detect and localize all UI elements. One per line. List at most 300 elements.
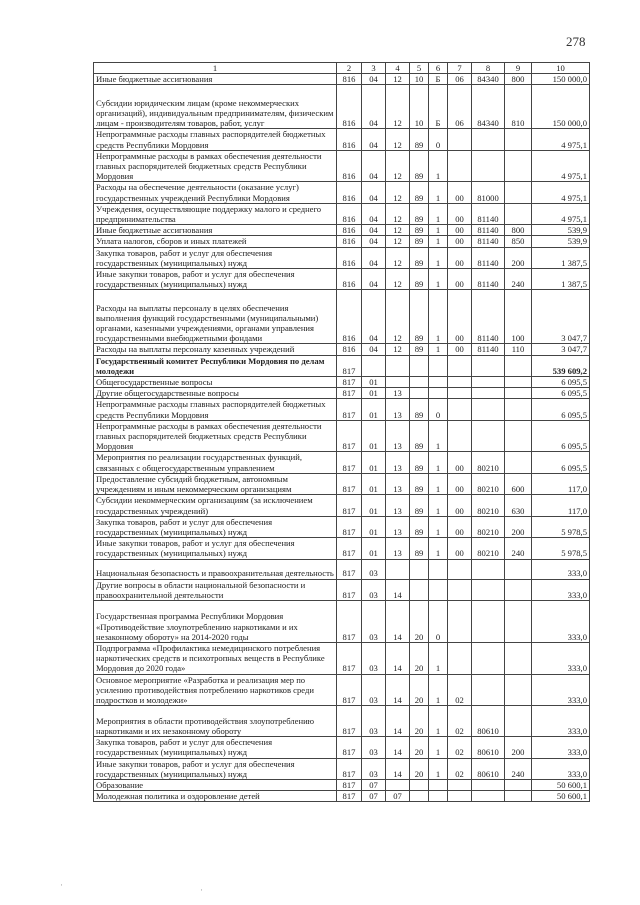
activity-code-cell: 02 [448, 758, 472, 779]
direction-code-cell [472, 779, 505, 790]
program-code-cell: 10 [410, 74, 429, 85]
subsection-code-cell: 13 [386, 388, 410, 399]
admin-code-cell: 816 [337, 344, 362, 355]
direction-code-cell: 81140 [472, 290, 505, 344]
expense-type-code-cell: 200 [505, 737, 532, 758]
header-cell: 7 [448, 63, 472, 74]
section-code-cell: 04 [362, 203, 386, 224]
row-name-cell: Иные бюджетные ассигнования [94, 74, 337, 85]
program-code-cell [410, 791, 429, 802]
expense-type-code-cell [505, 600, 532, 642]
section-code-cell: 04 [362, 269, 386, 290]
expense-type-code-cell [505, 420, 532, 452]
subsection-code-cell: 12 [386, 344, 410, 355]
subsection-code-cell: 12 [386, 203, 410, 224]
subsection-code-cell: 12 [386, 290, 410, 344]
subprogram-code-cell: 1 [429, 642, 448, 674]
amount-cell: 1 387,5 [532, 247, 590, 268]
direction-code-cell: 80210 [472, 452, 505, 473]
program-code-cell: 20 [410, 706, 429, 737]
table-row [94, 355, 590, 376]
row-name-cell: Основное мероприятие «Разработка и реализация мер по усилению противодействия потреблению наркотиков среди подростков и молодежи» [94, 674, 337, 706]
table-row [94, 452, 590, 473]
direction-code-cell [472, 355, 505, 376]
expense-type-code-cell [505, 559, 532, 579]
expense-type-code-cell: 110 [505, 344, 532, 355]
table-row [94, 516, 590, 537]
activity-code-cell: 02 [448, 737, 472, 758]
row-name-cell: Уплата налогов, сборов и иных платежей [94, 236, 337, 247]
amount-cell: 539,9 [532, 225, 590, 236]
section-code-cell: 01 [362, 473, 386, 494]
section-code-cell: 04 [362, 344, 386, 355]
admin-code-cell: 817 [337, 516, 362, 537]
direction-code-cell: 80210 [472, 516, 505, 537]
program-code-cell: 89 [410, 473, 429, 494]
expense-type-code-cell: 850 [505, 236, 532, 247]
section-code-cell: 01 [362, 399, 386, 420]
section-code-cell [362, 355, 386, 376]
row-name-cell: Другие вопросы в области национальной безопасности и правоохранительной деятельности [94, 579, 337, 600]
amount-cell: 6 095,5 [532, 452, 590, 473]
admin-code-cell: 817 [337, 791, 362, 802]
subprogram-code-cell: 1 [429, 344, 448, 355]
program-code-cell: 89 [410, 182, 429, 203]
table-row [94, 203, 590, 224]
table-row [94, 290, 590, 344]
amount-cell: 3 047,7 [532, 290, 590, 344]
scan-speck: · [200, 885, 203, 895]
program-code-cell: 89 [410, 420, 429, 452]
subprogram-code-cell: 1 [429, 538, 448, 559]
scan-speck: · [60, 880, 63, 890]
subprogram-code-cell: 1 [429, 706, 448, 737]
header-cell: 8 [472, 63, 505, 74]
row-name-cell: Образование [94, 779, 337, 790]
table-row [94, 225, 590, 236]
row-name-cell: Закупка товаров, работ и услуг для обеспечения государственных (муниципальных) нужд [94, 737, 337, 758]
direction-code-cell [472, 642, 505, 674]
direction-code-cell: 81140 [472, 225, 505, 236]
row-name-cell: Государственная программа Республики Мордовия «Противодействие злоупотреблению наркотиками и их незаконному обороту» на 2014-2020 годы [94, 600, 337, 642]
amount-cell: 150 000,0 [532, 74, 590, 85]
subprogram-code-cell: Б [429, 74, 448, 85]
program-code-cell: 89 [410, 538, 429, 559]
subsection-code-cell: 12 [386, 269, 410, 290]
subprogram-code-cell: 1 [429, 495, 448, 516]
activity-code-cell [448, 642, 472, 674]
row-name-cell: Иные бюджетные ассигнования [94, 225, 337, 236]
section-code-cell: 03 [362, 674, 386, 706]
activity-code-cell: 00 [448, 236, 472, 247]
program-code-cell: 89 [410, 495, 429, 516]
activity-code-cell: 00 [448, 269, 472, 290]
subprogram-code-cell: 1 [429, 758, 448, 779]
subsection-code-cell: 12 [386, 225, 410, 236]
direction-code-cell [472, 129, 505, 150]
admin-code-cell: 816 [337, 150, 362, 182]
amount-cell: 4 975,1 [532, 182, 590, 203]
section-code-cell: 01 [362, 495, 386, 516]
direction-code-cell: 84340 [472, 85, 505, 129]
subprogram-code-cell: 1 [429, 737, 448, 758]
subsection-code-cell: 07 [386, 791, 410, 802]
activity-code-cell: 06 [448, 85, 472, 129]
section-code-cell: 07 [362, 791, 386, 802]
section-code-cell: 01 [362, 452, 386, 473]
subsection-code-cell: 13 [386, 495, 410, 516]
row-name-cell: Национальная безопасность и правоохранительная деятельность [94, 559, 337, 579]
admin-code-cell: 817 [337, 706, 362, 737]
table-row [94, 129, 590, 150]
amount-cell: 333,0 [532, 600, 590, 642]
activity-code-cell: 00 [448, 538, 472, 559]
subsection-code-cell: 14 [386, 579, 410, 600]
subsection-code-cell: 13 [386, 516, 410, 537]
expense-type-code-cell [505, 399, 532, 420]
section-code-cell: 04 [362, 247, 386, 268]
subprogram-code-cell: 0 [429, 600, 448, 642]
program-code-cell: 20 [410, 674, 429, 706]
subsection-code-cell [386, 559, 410, 579]
row-name-cell: Мероприятия по реализации государственных функций, связанных с общегосударственным управлением [94, 452, 337, 473]
activity-code-cell: 00 [448, 203, 472, 224]
direction-code-cell: 81000 [472, 182, 505, 203]
direction-code-cell: 80210 [472, 538, 505, 559]
subprogram-code-cell [429, 559, 448, 579]
table-row [94, 600, 590, 642]
expense-type-code-cell [505, 203, 532, 224]
section-code-cell: 03 [362, 559, 386, 579]
row-name-cell: Государственный комитет Республики Мордовия по делам молодежи [94, 355, 337, 376]
row-name-cell: Расходы на обеспечение деятельности (оказание услуг) государственных учреждений Республики Мордовия [94, 182, 337, 203]
table-row [94, 247, 590, 268]
table-header-row [94, 63, 590, 74]
subsection-code-cell [386, 355, 410, 376]
subsection-code-cell: 14 [386, 642, 410, 674]
program-code-cell: 89 [410, 516, 429, 537]
admin-code-cell: 817 [337, 758, 362, 779]
table-row [94, 674, 590, 706]
expense-type-code-cell [505, 150, 532, 182]
program-code-cell: 20 [410, 737, 429, 758]
amount-cell: 333,0 [532, 758, 590, 779]
subprogram-code-cell [429, 791, 448, 802]
admin-code-cell: 816 [337, 236, 362, 247]
subprogram-code-cell: 1 [429, 236, 448, 247]
direction-code-cell [472, 791, 505, 802]
expense-type-code-cell [505, 674, 532, 706]
amount-cell: 6 095,5 [532, 377, 590, 388]
amount-cell: 117,0 [532, 473, 590, 494]
admin-code-cell: 817 [337, 420, 362, 452]
direction-code-cell: 81140 [472, 344, 505, 355]
section-code-cell: 03 [362, 706, 386, 737]
direction-code-cell [472, 150, 505, 182]
direction-code-cell [472, 579, 505, 600]
direction-code-cell: 80210 [472, 495, 505, 516]
direction-code-cell [472, 388, 505, 399]
direction-code-cell [472, 559, 505, 579]
activity-code-cell [448, 150, 472, 182]
expense-type-code-cell [505, 182, 532, 203]
amount-cell: 4 975,1 [532, 150, 590, 182]
section-code-cell: 03 [362, 600, 386, 642]
activity-code-cell: 06 [448, 74, 472, 85]
subprogram-code-cell: 0 [429, 399, 448, 420]
direction-code-cell: 80610 [472, 737, 505, 758]
subsection-code-cell: 12 [386, 74, 410, 85]
section-code-cell: 04 [362, 225, 386, 236]
row-name-cell: Иные закупки товаров, работ и услуг для обеспечения государственных (муниципальных) нужд [94, 758, 337, 779]
activity-code-cell [448, 600, 472, 642]
amount-cell: 6 095,5 [532, 388, 590, 399]
activity-code-cell: 00 [448, 247, 472, 268]
section-code-cell: 01 [362, 388, 386, 399]
table-row [94, 706, 590, 737]
admin-code-cell: 817 [337, 538, 362, 559]
table-row [94, 779, 590, 790]
subsection-code-cell: 14 [386, 706, 410, 737]
header-cell: 5 [410, 63, 429, 74]
table-row [94, 791, 590, 802]
amount-cell: 539 609,2 [532, 355, 590, 376]
amount-cell: 539,9 [532, 236, 590, 247]
subprogram-code-cell [429, 388, 448, 399]
amount-cell: 5 978,5 [532, 538, 590, 559]
row-name-cell: Закупка товаров, работ и услуг для обеспечения государственных (муниципальных) нужд [94, 516, 337, 537]
activity-code-cell: 00 [448, 516, 472, 537]
admin-code-cell: 817 [337, 674, 362, 706]
expense-type-code-cell: 240 [505, 758, 532, 779]
activity-code-cell: 00 [448, 290, 472, 344]
table-row [94, 473, 590, 494]
table-row [94, 150, 590, 182]
section-code-cell: 01 [362, 538, 386, 559]
program-code-cell: 89 [410, 203, 429, 224]
table-row [94, 399, 590, 420]
table-row [94, 420, 590, 452]
direction-code-cell [472, 399, 505, 420]
header-cell: 3 [362, 63, 386, 74]
section-code-cell: 04 [362, 129, 386, 150]
table-row [94, 344, 590, 355]
admin-code-cell: 817 [337, 355, 362, 376]
admin-code-cell: 816 [337, 74, 362, 85]
table-row [94, 737, 590, 758]
table-row [94, 495, 590, 516]
subprogram-code-cell: 1 [429, 150, 448, 182]
section-code-cell: 07 [362, 779, 386, 790]
subprogram-code-cell: 1 [429, 182, 448, 203]
admin-code-cell: 816 [337, 247, 362, 268]
subsection-code-cell: 13 [386, 473, 410, 494]
subsection-code-cell [386, 779, 410, 790]
amount-cell: 333,0 [532, 706, 590, 737]
program-code-cell: 89 [410, 236, 429, 247]
subprogram-code-cell: 1 [429, 247, 448, 268]
row-name-cell: Закупка товаров, работ и услуг для обеспечения государственных (муниципальных) нужд [94, 247, 337, 268]
activity-code-cell [448, 355, 472, 376]
amount-cell: 150 000,0 [532, 85, 590, 129]
expense-type-code-cell [505, 642, 532, 674]
expense-type-code-cell: 600 [505, 473, 532, 494]
expense-type-code-cell [505, 129, 532, 150]
header-cell: 9 [505, 63, 532, 74]
row-name-cell: Непрограммные расходы главных распорядителей бюджетных средств Республики Мордовия [94, 399, 337, 420]
activity-code-cell [448, 420, 472, 452]
subsection-code-cell: 14 [386, 758, 410, 779]
program-code-cell: 20 [410, 642, 429, 674]
expense-type-code-cell: 810 [505, 85, 532, 129]
admin-code-cell: 816 [337, 203, 362, 224]
section-code-cell: 01 [362, 377, 386, 388]
subsection-code-cell: 12 [386, 85, 410, 129]
direction-code-cell: 81140 [472, 269, 505, 290]
row-name-cell: Предоставление субсидий бюджетным, автономным учреждениям и иным некоммерческим организациям [94, 473, 337, 494]
admin-code-cell: 817 [337, 452, 362, 473]
amount-cell: 3 047,7 [532, 344, 590, 355]
table-row [94, 85, 590, 129]
subsection-code-cell: 12 [386, 150, 410, 182]
amount-cell: 6 095,5 [532, 399, 590, 420]
program-code-cell [410, 388, 429, 399]
program-code-cell: 89 [410, 247, 429, 268]
admin-code-cell: 816 [337, 182, 362, 203]
subprogram-code-cell: 1 [429, 420, 448, 452]
expense-type-code-cell: 240 [505, 538, 532, 559]
subprogram-code-cell: 0 [429, 129, 448, 150]
subprogram-code-cell: 1 [429, 473, 448, 494]
subprogram-code-cell [429, 779, 448, 790]
subprogram-code-cell: 1 [429, 452, 448, 473]
admin-code-cell: 817 [337, 473, 362, 494]
subprogram-code-cell [429, 377, 448, 388]
subprogram-code-cell: Б [429, 85, 448, 129]
subsection-code-cell: 13 [386, 538, 410, 559]
program-code-cell: 89 [410, 399, 429, 420]
admin-code-cell: 817 [337, 388, 362, 399]
section-code-cell: 04 [362, 74, 386, 85]
budget-table [93, 62, 590, 802]
amount-cell: 333,0 [532, 579, 590, 600]
admin-code-cell: 817 [337, 600, 362, 642]
expense-type-code-cell [505, 779, 532, 790]
direction-code-cell [472, 420, 505, 452]
table-row [94, 559, 590, 579]
activity-code-cell [448, 129, 472, 150]
activity-code-cell: 00 [448, 225, 472, 236]
activity-code-cell: 00 [448, 452, 472, 473]
direction-code-cell [472, 600, 505, 642]
page-number: 278 [566, 34, 586, 49]
amount-cell: 4 975,1 [532, 203, 590, 224]
table-row [94, 269, 590, 290]
program-code-cell [410, 559, 429, 579]
row-name-cell: Иные закупки товаров, работ и услуг для обеспечения государственных (муниципальных) нужд [94, 269, 337, 290]
activity-code-cell [448, 377, 472, 388]
program-code-cell [410, 355, 429, 376]
row-name-cell: Иные закупки товаров, работ и услуг для обеспечения государственных (муниципальных) нужд [94, 538, 337, 559]
expense-type-code-cell [505, 452, 532, 473]
header-cell: 4 [386, 63, 410, 74]
direction-code-cell: 84340 [472, 74, 505, 85]
subsection-code-cell: 12 [386, 129, 410, 150]
subprogram-code-cell: 1 [429, 516, 448, 537]
section-code-cell: 03 [362, 737, 386, 758]
amount-cell: 50 600,1 [532, 779, 590, 790]
activity-code-cell: 00 [448, 182, 472, 203]
program-code-cell: 89 [410, 129, 429, 150]
amount-cell: 4 975,1 [532, 129, 590, 150]
amount-cell: 333,0 [532, 642, 590, 674]
subsection-code-cell: 14 [386, 600, 410, 642]
row-name-cell: Расходы на выплаты персоналу в целях обеспечения выполнения функций государственными (муниципальными) органами, казенными учреждениями, органами управления государственными внебюджетными фондами [94, 290, 337, 344]
admin-code-cell: 817 [337, 642, 362, 674]
section-code-cell: 04 [362, 150, 386, 182]
section-code-cell: 03 [362, 579, 386, 600]
admin-code-cell: 817 [337, 495, 362, 516]
activity-code-cell: 02 [448, 706, 472, 737]
program-code-cell: 89 [410, 269, 429, 290]
admin-code-cell: 816 [337, 129, 362, 150]
subsection-code-cell: 12 [386, 247, 410, 268]
subsection-code-cell [386, 377, 410, 388]
program-code-cell: 89 [410, 452, 429, 473]
row-name-cell: Субсидии юридическим лицам (кроме некоммерческих организаций), индивидуальным предпринимателям, физическим лицам - производителям товаров, работ, услуг [94, 85, 337, 129]
amount-cell: 333,0 [532, 737, 590, 758]
row-name-cell: Мероприятия в области противодействия злоупотреблению наркотиками и их незаконному обороту [94, 706, 337, 737]
section-code-cell: 01 [362, 420, 386, 452]
subsection-code-cell: 13 [386, 420, 410, 452]
activity-code-cell [448, 579, 472, 600]
expense-type-code-cell [505, 388, 532, 399]
expense-type-code-cell: 240 [505, 269, 532, 290]
subprogram-code-cell: 1 [429, 269, 448, 290]
subprogram-code-cell: 1 [429, 290, 448, 344]
row-name-cell: Другие общегосударственные вопросы [94, 388, 337, 399]
header-cell: 1 [94, 63, 337, 74]
amount-cell: 5 978,5 [532, 516, 590, 537]
subsection-code-cell: 12 [386, 236, 410, 247]
activity-code-cell [448, 559, 472, 579]
amount-cell: 6 095,5 [532, 420, 590, 452]
amount-cell: 333,0 [532, 674, 590, 706]
header-cell: 2 [337, 63, 362, 74]
expense-type-code-cell: 630 [505, 495, 532, 516]
direction-code-cell: 80610 [472, 706, 505, 737]
expense-type-code-cell: 800 [505, 225, 532, 236]
activity-code-cell [448, 399, 472, 420]
row-name-cell: Субсидии некоммерческим организациям (за исключением государственных учреждений) [94, 495, 337, 516]
program-code-cell [410, 377, 429, 388]
activity-code-cell [448, 791, 472, 802]
direction-code-cell: 81140 [472, 203, 505, 224]
admin-code-cell: 817 [337, 377, 362, 388]
amount-cell: 50 600,1 [532, 791, 590, 802]
row-name-cell: Общегосударственные вопросы [94, 377, 337, 388]
admin-code-cell: 817 [337, 737, 362, 758]
activity-code-cell: 00 [448, 473, 472, 494]
section-code-cell: 04 [362, 236, 386, 247]
expense-type-code-cell: 100 [505, 290, 532, 344]
table-row [94, 377, 590, 388]
admin-code-cell: 816 [337, 85, 362, 129]
program-code-cell: 89 [410, 290, 429, 344]
admin-code-cell: 817 [337, 399, 362, 420]
subprogram-code-cell: 1 [429, 225, 448, 236]
header-cell: 10 [532, 63, 590, 74]
